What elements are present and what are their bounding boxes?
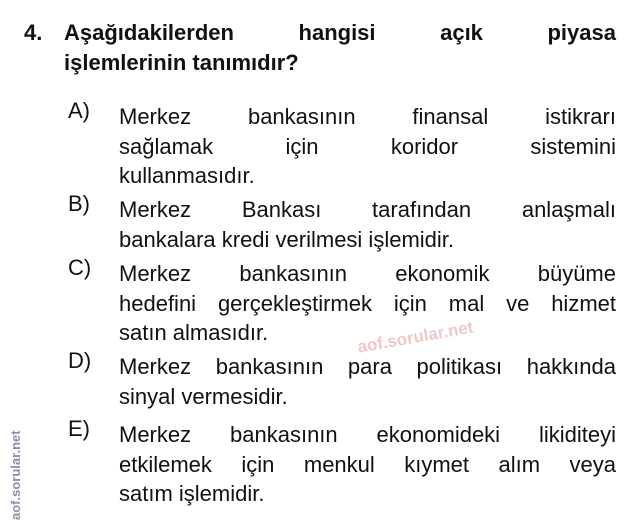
option-text — [119, 102, 616, 191]
option-c[interactable] — [68, 255, 616, 348]
option-letter: E) — [68, 416, 90, 441]
question-line: işlemlerinin tanımıdır? — [64, 50, 299, 75]
option-line: Merkez bankasının ekonomideki likiditeyi — [119, 422, 616, 447]
question-line: Aşağıdakilerden hangisi açık piyasa — [64, 20, 616, 45]
option-a[interactable] — [68, 98, 616, 191]
option-line: hedefini gerçekleştirmek için mal ve hizmet — [119, 290, 616, 316]
option-line: Merkez bankasının finansal istikrarı — [119, 104, 616, 129]
watermark-side: aof.sorular.net — [8, 430, 23, 520]
option-text — [119, 420, 616, 509]
option-text — [119, 259, 616, 348]
option-letter: C) — [68, 255, 92, 280]
option-line: Merkez bankasının para politikası hakkında — [119, 354, 616, 379]
question — [24, 18, 616, 78]
option-line: Merkez Bankası tarafından anlaşmalı — [119, 197, 616, 222]
option-line: sinyal vermesidir. — [119, 383, 288, 409]
option-line: etkilemek için menkul kıymet alım veya — [119, 451, 616, 477]
option-d[interactable] — [68, 348, 616, 411]
option-line: satın almasıdır. — [119, 320, 269, 345]
option-line: bankalara kredi verilmesi işlemidir. — [119, 226, 455, 252]
watermark-center: aof.sorular.net — [356, 317, 475, 357]
option-line: kullanmasıdır. — [119, 163, 255, 188]
option-letter: B) — [68, 191, 90, 216]
option-letter: D) — [68, 348, 92, 373]
option-b[interactable] — [68, 191, 616, 254]
question-text — [64, 18, 616, 78]
option-line: satım işlemidir. — [119, 481, 265, 506]
option-line: sağlamak için koridor sistemini — [119, 133, 616, 159]
option-line: Merkez bankasının ekonomik büyüme — [119, 261, 616, 286]
question-number: 4. — [24, 20, 43, 45]
option-e[interactable] — [68, 416, 616, 509]
option-letter: A) — [68, 98, 90, 123]
option-text — [119, 195, 616, 254]
option-text — [119, 352, 616, 411]
